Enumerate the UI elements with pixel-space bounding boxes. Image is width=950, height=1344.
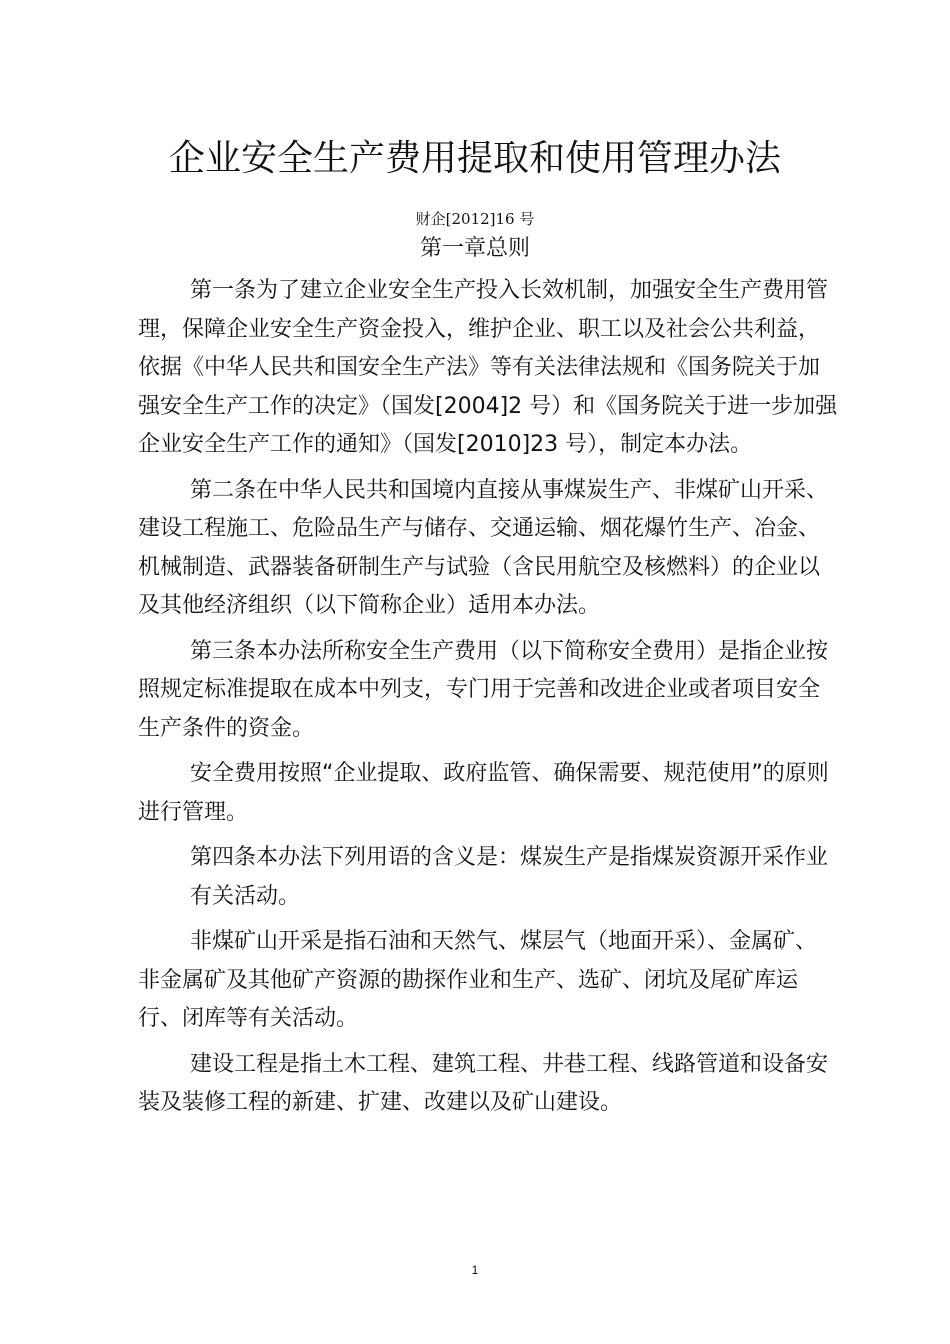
construction-project-paragraph: 建设工程是指土木工程、建筑工程、井巷工程、线路管道和设备安装及装修工程的新建、扩建、改建以及矿山建设。 [138, 1051, 829, 1115]
document-number: 财企[2012]16 号 [415, 210, 535, 228]
non-coal-mining-paragraph: 非煤矿山开采是指石油和天然气、煤层气（地面开采）、金属矿、非金属矿及其他矿产资源的勘探作业和生产、选矿、闭坑及尾矿库运行、闭库等有关活动。 [138, 929, 818, 1031]
document-title: 企业安全生产费用提取和使用管理办法 [168, 138, 781, 179]
safety-fee-principle-paragraph: 安全费用按照“企业提取、政府监管、确保需要、规范使用”的原则进行管理。 [138, 761, 829, 825]
article-2-paragraph: 第二条在中华人民共和国境内直接从事煤炭生产、非煤矿山开采、建设工程施工、危险品生产与储存、交通运输、烟花爆竹生产、冶金、机械制造、武器装备研制生产与试验（含民用航空及核燃料）的企业以及其他经济组织（以下简称企业）适用本办法。 [138, 477, 829, 618]
article-1-paragraph: 第一条为了建立企业安全生产投入长效机制，加强安全生产费用管理，保障企业安全生产资金投入，维护企业、职工以及社会公共利益，依据《中华人民共和国安全生产法》等有关法律法规和《国务院关于加强安全生产工作的决定》（国发[2004]2 号）和《国务院关于进一步加强企业安全生产工作的通知》（国发[2010]23 号），制定本办法。 [138, 278, 838, 457]
chapter-heading: 第一章总则 [419, 236, 530, 261]
article-3-paragraph: 第三条本办法所称安全生产费用（以下简称安全费用）是指企业按照规定标准提取在成本中列支，专门用于完善和改进企业或者项目安全生产条件的资金。 [138, 638, 829, 741]
document-body [138, 272, 838, 1123]
page-number: 1 [471, 1263, 479, 1277]
article-4-paragraph: 第四条本办法下列用语的含义是：煤炭生产是指煤炭资源开采作业有关活动。 [190, 845, 829, 909]
